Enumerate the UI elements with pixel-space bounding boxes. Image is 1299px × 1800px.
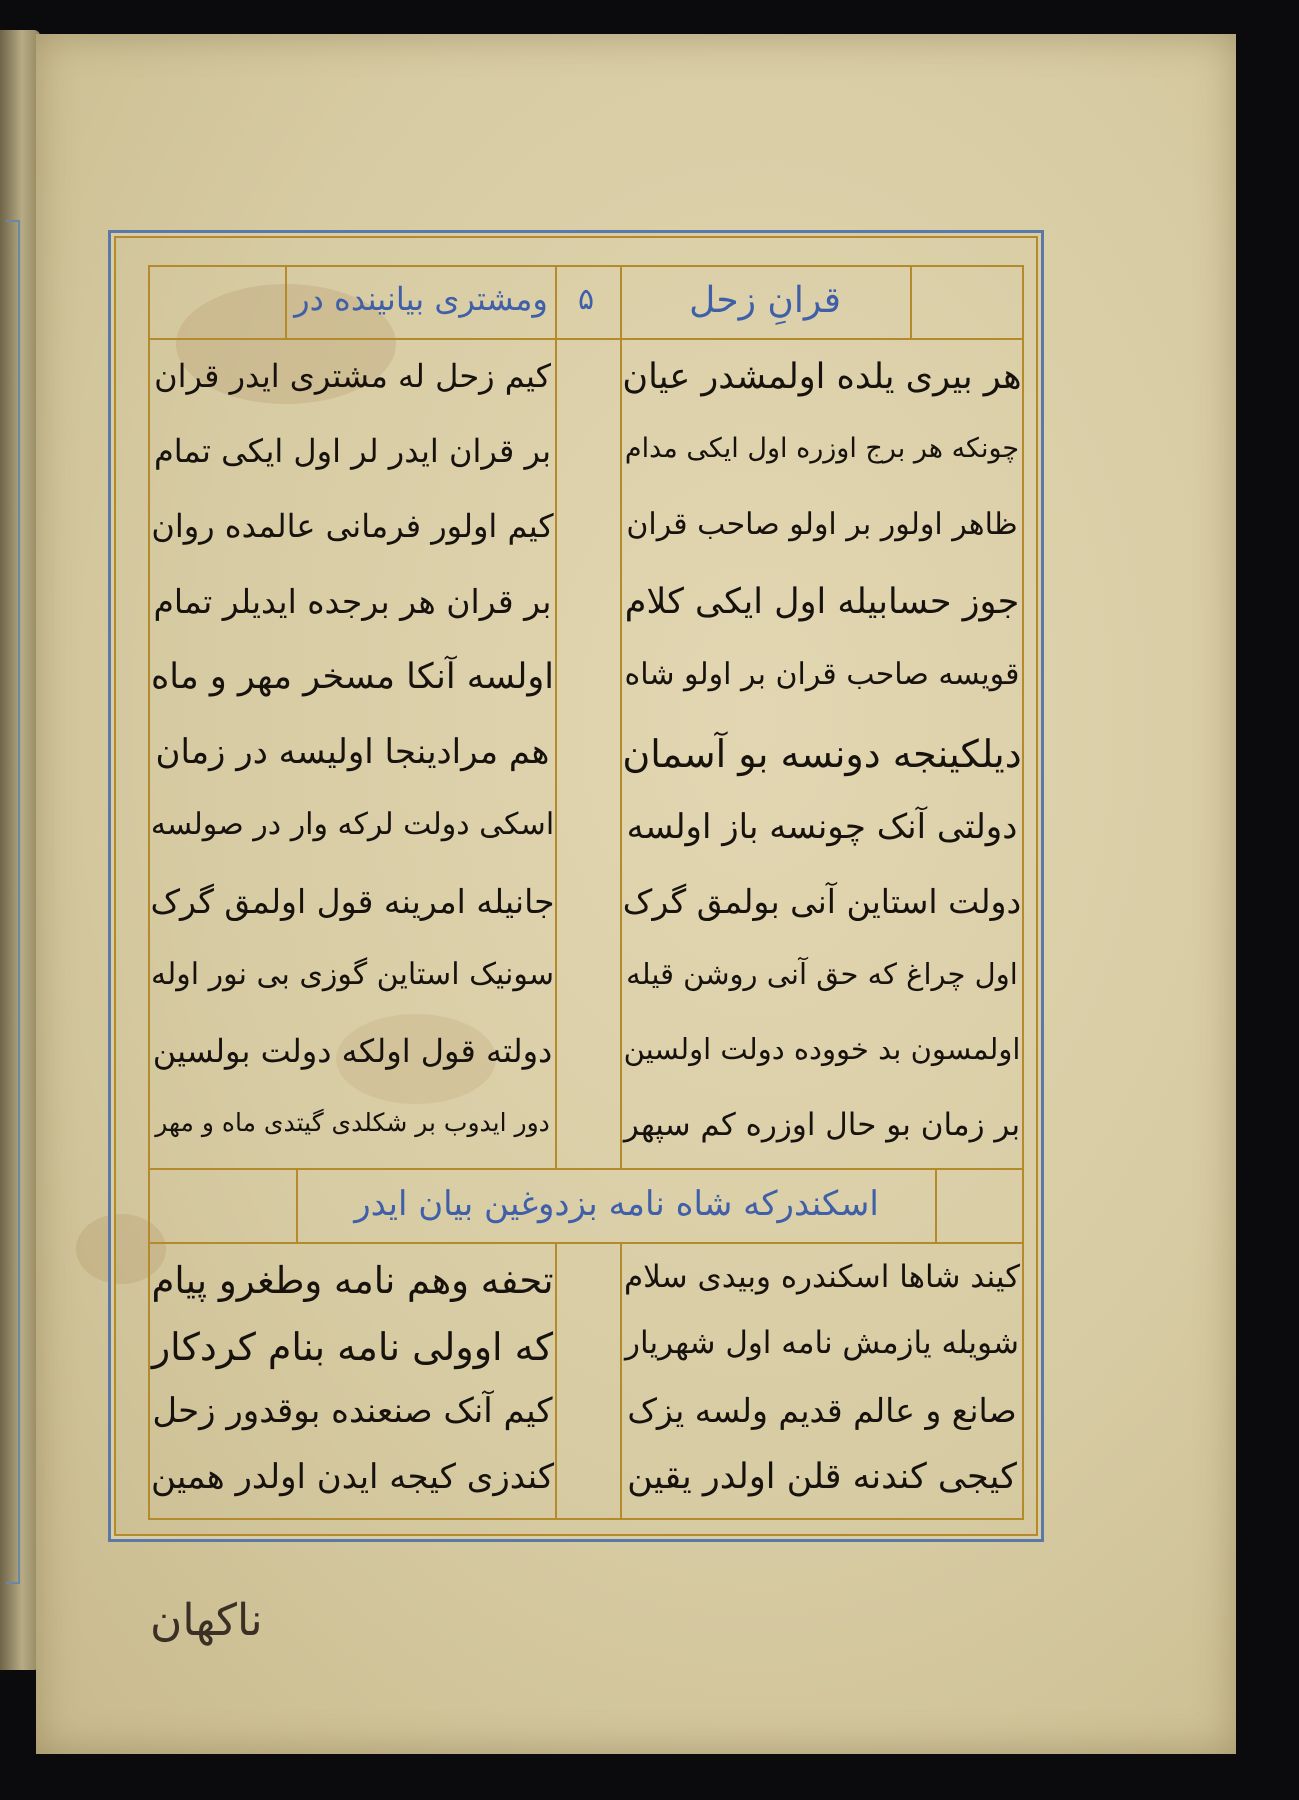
verse-line: بر قران ایدر لر اول ایکی تمام: [153, 432, 552, 470]
verse-line: صانع و عالم قدیم ولسه یزک: [627, 1391, 1017, 1430]
catchword-note: ناکهان: [150, 1595, 263, 1646]
verse-line: اولمسون بد خووده دولت اولسین: [623, 1032, 1021, 1066]
verse-line: بر قران هر برجده ایدیلر تمام: [153, 582, 552, 621]
verse-line: بر زمان بو حال اوزره کم سپهر: [623, 1107, 1021, 1143]
section-heading-left: ومشتری بیانینده در: [294, 280, 548, 318]
verse-divider-mark: ۵: [578, 282, 595, 317]
verse-line: شویله یازمش نامه اول شهریار: [625, 1325, 1019, 1361]
ruling-line: [935, 1170, 937, 1242]
verse-line: دیلکینجه دونسه بو آسمان: [622, 732, 1022, 776]
ruling-line: [910, 267, 912, 338]
verse-line: کندزی کیجه ایدن اولدر همین: [150, 1457, 555, 1497]
verse-line: دولت استاین آنی بولمق گرک: [622, 882, 1022, 921]
ruling-line: [555, 265, 557, 1170]
verse-line: دور ایدوب بر شکلدی گیتدی ماه و مهر: [155, 1108, 550, 1137]
verse-line: تحفه وهم نامه وطغرو پیام: [151, 1259, 554, 1302]
verse-line: چونکه هر برج اوزره اول ایکی مدام: [624, 433, 1020, 464]
ruling-line: [555, 1242, 557, 1520]
verse-line: که اوولی نامه بنام کردکار: [151, 1325, 554, 1369]
section-heading-right: قرانِ زحل: [689, 280, 841, 321]
verse-line: اسکی دولت لرکه وار در صولسه: [150, 807, 555, 842]
verse-line: سونیک استاین گوزی بی نور اوله: [151, 957, 554, 992]
facing-page-ruling: [6, 220, 20, 1584]
ruling-line: [148, 338, 1024, 340]
verse-line: قویسه صاحب قران بر اولو شاه: [624, 657, 1020, 692]
verse-line: کیم آنک صنعنده بوقدور زحل: [152, 1391, 553, 1431]
verse-line: کیم اولور فرمانی عالمده روان: [151, 507, 554, 545]
verse-line: جوز حسابیله اول ایکی کلام: [624, 582, 1020, 622]
ruling-line: [148, 265, 1024, 267]
ruling-line: [1022, 265, 1024, 1520]
ruling-line: [148, 1242, 1024, 1244]
verse-line: ظاهر اولور بر اولو صاحب قران: [626, 507, 1018, 542]
verse-line: اولسه آنکا مسخر مهر و ماه: [150, 657, 555, 697]
ruling-line: [148, 1168, 1024, 1170]
verse-line: جانیله امرینه قول اولمق گرک: [150, 882, 555, 921]
verse-line: هم مرادینجا اولیسه در زمان: [155, 732, 550, 772]
verse-line: هر بیری یلده اولمشدر عیان: [622, 357, 1022, 397]
verse-line: دولته قول اولکه دولت بولسین: [152, 1032, 553, 1070]
verse-line: اول چراغ که حق آنی روشن قیله: [626, 957, 1018, 991]
facing-page-edge: [0, 30, 40, 1670]
section-heading-middle: اسکندرکه شاه نامه بزدوغین بیان ایدر: [354, 1184, 879, 1224]
verse-line: کیم زحل له مشتری ایدر قران: [154, 357, 551, 395]
verse-line: کیجی کندنه قلن اولدر یقین: [627, 1457, 1017, 1497]
verse-line: دولتی آنک چونسه باز اولسه: [626, 807, 1018, 847]
ruling-line: [148, 1518, 1024, 1520]
verse-line: کیند شاها اسکندره وبیدی سلام: [623, 1259, 1021, 1295]
